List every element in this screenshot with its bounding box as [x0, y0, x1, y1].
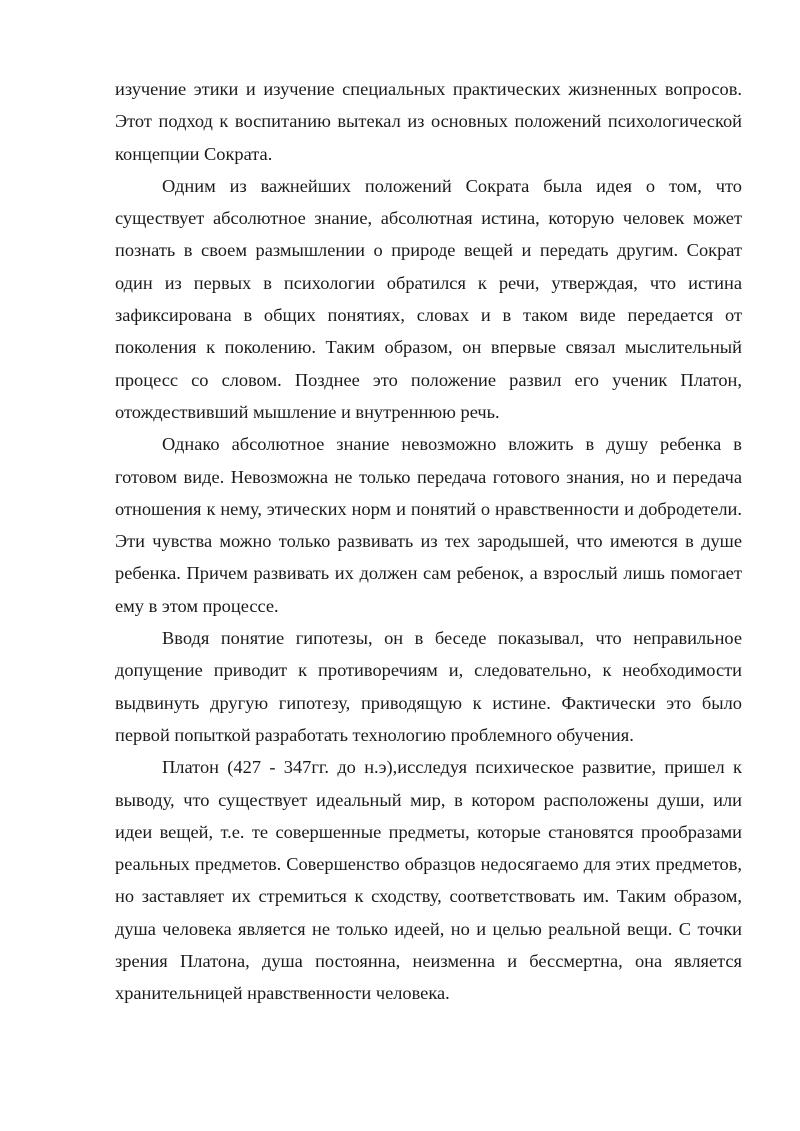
body-text	[115, 73, 742, 1010]
paragraph-continuation: изучение этики и изучение специальных практических жизненных вопросов. Этот подход к воспитанию вытекал из основных положений психологической концепции Сократа.	[115, 79, 742, 164]
paragraph-socrates-absolute-knowledge: Одним из важнейших положений Сократа была идея о том, что существует абсолютное знание, абсолютная истина, которую человек может познать в своем размышлении о природе вещей и передать другим. Сократ один из первых в психологии обратился к речи, утверждая, что истина зафиксирована в общих понятиях, словах и в таком виде передается от поколения к поколению. Таким образом, он впервые связал мыслительный процесс со словом. Позднее это положение развил его ученик Платон, отождествивший мышление и внутреннюю речь.	[115, 175, 742, 422]
paragraph-plato: Платон (427 - 347гг. до н.э),исследуя психическое развитие, пришел к выводу, что существует идеальный мир, в котором расположены души, или идеи вещей, т.е. те совершенные предметы, которые становятся прообразами реальных предметов. Совершенство образцов недосягаемо для этих предметов, но заставляет их стремиться к сходству, соответствовать им. Таким образом, душа человека является не только идеей, но и целью реальной вещи. С точки зрения Платона, душа постоянна, неизменна и бессмертна, она является хранительницей нравственности человека.	[115, 757, 742, 1004]
paragraph-child-soul: Однако абсолютное знание невозможно вложить в душу ребенка в готовом виде. Невозможна не только передача готового знания, но и передача отношения к нему, этических норм и понятий о нравственности и добродетели. Эти чувства можно только развивать из тех зародышей, что имеются в душе ребенка. Причем развивать их должен сам ребенок, а взрослый лишь помогает ему в этом процессе.	[115, 434, 742, 616]
paragraph-hypothesis: Вводя понятие гипотезы, он в беседе показывал, что неправильное допущение приводит к противоречиям и, следовательно, к необходимости выдвинуть другую гипотезу, приводящую к истине. Фактически это было первой попыткой разработать технологию проблемного обучения.	[115, 628, 742, 745]
